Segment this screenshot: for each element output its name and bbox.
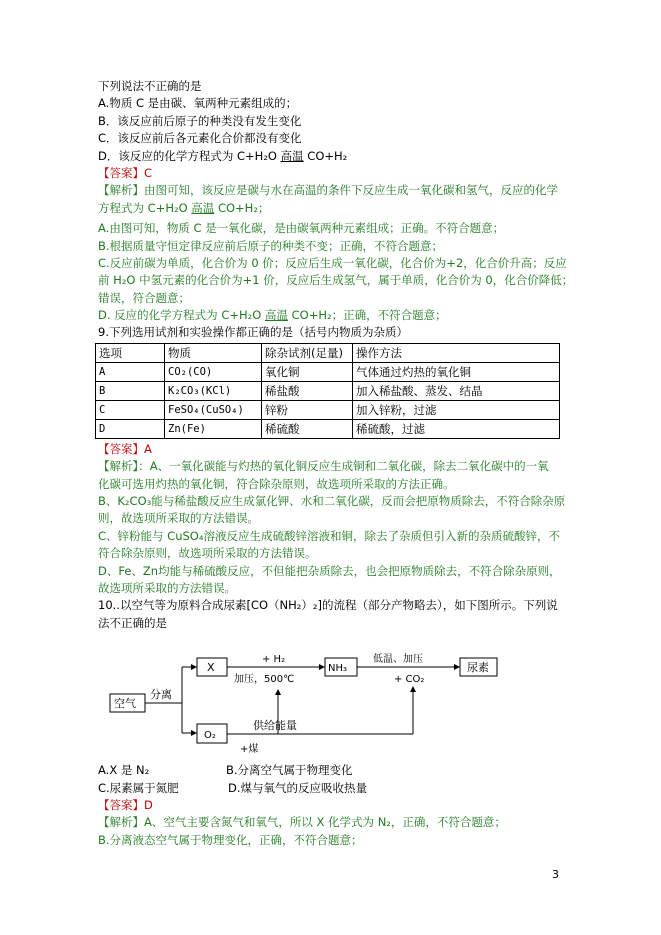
x-label: X: [207, 661, 215, 675]
q8-analysis-line: [98, 307, 568, 324]
cell: D: [96, 419, 165, 438]
text: A、空气主要含氮气和氧气，所以 X 化学式为 N₂，正确，不符合题意；: [144, 815, 506, 830]
q9-analysis-line: B、K₂CO₃能与稀盐酸反应生成氯化钾、水和二氧化碳，反而会把原物质除去，不符合除杂原: [98, 494, 566, 509]
cell: 加入锌粉，过滤: [353, 400, 560, 419]
nh3-label: NH₃: [328, 663, 348, 675]
text: ：A、一氧化碳能与灼热的氧化铜反应生成铜和二氧化碳，除去二氧化碳中的一氧: [138, 459, 549, 474]
q10-options-row: [98, 762, 568, 779]
table-header-row: [96, 343, 560, 362]
co2-label: + CO₂: [394, 674, 425, 686]
q10-option-b: B.分离空气属于物理变化: [226, 763, 353, 778]
answer-value: A: [144, 441, 152, 456]
condition-label: 低温、加压: [373, 654, 423, 666]
q8-option-d: [98, 148, 568, 165]
header-cell: 除杂试剂(足量): [262, 343, 353, 362]
q10-option-c: C.尿素属于氮肥: [98, 780, 179, 795]
table-row: [96, 419, 560, 438]
q8-stem: 下列说法不正确的是: [98, 79, 202, 93]
document-body: [98, 78, 574, 849]
q9-analysis-line: 化碳可选用灼热的氧化铜，符合除杂原则，故选项所采取的方法正确。: [98, 476, 455, 491]
q10-analysis-line: B.分离液态空气属于物理变化，正确，不符合题意；: [98, 832, 363, 847]
q8-analysis-line: A.由图可知，物质 C 是一氧化碳，是由碳氧两种元素组成；正确。不符合题意；: [98, 221, 505, 236]
cell: FeSO₄(CuSO₄): [165, 400, 262, 419]
reaction-condition: 高温: [280, 148, 304, 163]
answer-label: 【答案】: [98, 441, 144, 456]
cell: CO₂(CO): [165, 362, 262, 381]
text: 由图可知，该反应是碳与水在高温的条件下反应生成一氧化碳和氢气，反应的化学: [144, 183, 558, 198]
o2-label: O₂: [204, 730, 216, 742]
cell: A: [96, 362, 165, 381]
header-cell: 选项: [96, 343, 165, 362]
q8-answer: [98, 165, 568, 182]
header-cell: 物质: [165, 343, 262, 362]
cell: 稀盐酸: [262, 381, 353, 400]
cell: 稀硫酸，过滤: [353, 419, 560, 438]
energy-label: 供给能量: [253, 719, 297, 733]
q8-analysis-line: 前 H₂O 中氢元素的化合价为+1 价，反应后生成氢气，属于单质，化合价为 0，化合价降低；: [98, 273, 574, 288]
analysis-label: 【解析】: [98, 459, 139, 474]
q8-analysis-line: 错误，符合题意；: [98, 290, 190, 305]
answer-value: D: [144, 797, 153, 812]
page-number: 3: [552, 868, 559, 881]
text: 方程式为 C+H₂O: [98, 200, 192, 215]
q8-analysis-line: [98, 200, 568, 217]
text: CO+H₂: [303, 148, 348, 163]
q10-analysis-line: [98, 814, 568, 831]
q8-option-c: C．该反应前后各元素化合价都没有变化: [98, 131, 302, 146]
q10-option-a: A.X 是 N₂: [98, 763, 150, 778]
q8-analysis-line: C.反应前碳为单质，化合价为 0 价；反应后生成一氧化碳，化合价为+2，化合价升高；反应: [98, 255, 567, 270]
urea-synthesis-flow-diagram: [98, 638, 568, 758]
q8-option-b: B．该反应前后原子的种类没有发生变化: [98, 113, 302, 128]
air-label: 空气: [114, 697, 136, 711]
q9-analysis-line: [98, 458, 568, 475]
q9-analysis-line: 符合除杂原则，故选项所采取的方法错误。: [98, 546, 317, 561]
table-row: [96, 400, 560, 419]
cell: C: [96, 400, 165, 419]
answer-value: C: [144, 165, 153, 180]
cell: K₂CO₃(KCl): [165, 381, 262, 400]
text: D．该反应的化学方程式为 C+H₂O: [98, 148, 281, 163]
reaction-condition: 高温: [191, 200, 215, 215]
text: CO+H₂；: [214, 200, 270, 215]
h2-label: + H₂: [262, 654, 286, 666]
cell: 稀硫酸: [262, 419, 353, 438]
q10-option-d: D.煤与氧气的反应吸收热量: [228, 780, 368, 795]
cell: B: [96, 381, 165, 400]
cell: 加入稀盐酸、蒸发、结晶: [353, 381, 560, 400]
text: D. 反应的化学方程式为 C+H₂O: [98, 308, 265, 323]
answer-label: 【答案】: [98, 165, 144, 180]
analysis-label: 【解析】: [98, 183, 144, 198]
condition-label: 加压，500℃: [234, 674, 295, 686]
header-cell: 操作方法: [353, 343, 560, 362]
q9-analysis-line: D、Fe、Zn均能与稀硫酸反应，不但能把杂质除去，也会把原物质除去，不符合除杂原则，: [98, 563, 561, 578]
q9-stem: 9.下列选用试剂和实验操作都正确的是（括号内物质为杂质）: [98, 325, 408, 340]
coal-label: +煤: [240, 744, 259, 756]
q8-analysis-line: B.根据质量守恒定律反应前后原子的种类不变；正确，不符合题意；: [98, 238, 444, 253]
reaction-condition: 高温: [264, 308, 288, 323]
q10-stem: 10..以空气等为原料合成尿素[CO（NH₂）₂]的流程（部分产物略去），如下图所示。下列说: [98, 598, 558, 613]
q9-answer: [98, 441, 568, 458]
q9-analysis-line: C、锌粉能与 CuSO₄溶液反应生成硫酸锌溶液和铜，除去了杂质但引入新的杂质硫酸锌，不: [98, 528, 560, 543]
answer-label: 【答案】: [98, 797, 144, 812]
analysis-label: 【解析】: [98, 815, 144, 830]
cell: 锌粉: [262, 400, 353, 419]
q8-analysis-line: [98, 182, 568, 199]
table-row: [96, 362, 560, 381]
q8-option-a: A.物质 C 是由碳、氧两种元素组成的；: [98, 96, 298, 111]
cell: 气体通过灼热的氧化铜: [353, 362, 560, 381]
cell: 氧化铜: [262, 362, 353, 381]
text: CO+H₂；正确，不符合题意；: [287, 308, 447, 323]
q10-answer: [98, 797, 568, 814]
q9-analysis-line: 则，故选项所采取的方法错误。: [98, 511, 259, 526]
urea-label: 尿素: [467, 661, 489, 675]
q9-table: [95, 343, 560, 439]
q10-options-row: [98, 780, 568, 797]
table-row: [96, 381, 560, 400]
q9-analysis-line: 故选项所采取的方法错误。: [98, 580, 236, 595]
separate-label: 分离: [150, 688, 172, 702]
q10-stem: 法不正确的是: [98, 615, 167, 630]
cell: Zn(Fe): [165, 419, 262, 438]
